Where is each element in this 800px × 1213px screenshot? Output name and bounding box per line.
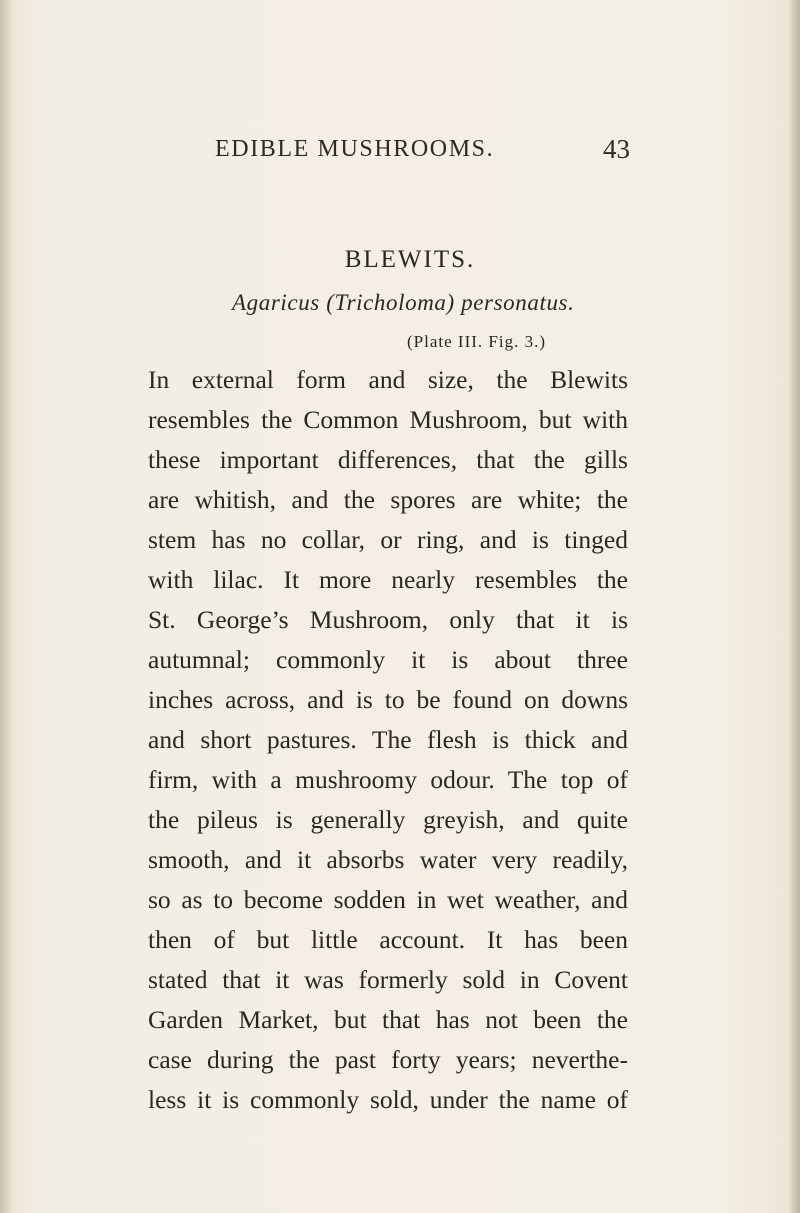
text-line: stem has no collar, or ring, and is tinged: [148, 525, 628, 554]
text-line: In external form and size, the Blewits: [148, 365, 628, 394]
body-paragraph: [148, 360, 628, 1120]
plate-reference: (Plate III. Fig. 3.): [407, 332, 546, 351]
text-line: then of but little account. It has been: [148, 925, 628, 954]
page-edge-shadow: [788, 0, 800, 1213]
text-line: inches across, and is to be found on downs: [148, 685, 628, 714]
text-line: St. George’s Mushroom, only that it is: [148, 605, 628, 634]
text-line: are whitish, and the spores are white; the: [148, 485, 628, 514]
text-line: resembles the Common Mushroom, but with: [148, 405, 628, 434]
text-line: less it is commonly sold, under the name of: [148, 1085, 628, 1114]
text-line: autumnal; commonly it is about three: [148, 645, 628, 674]
page-gutter-shadow: [0, 0, 14, 1213]
text-line: and short pastures. The flesh is thick and: [148, 725, 628, 754]
text-line: with lilac. It more nearly resembles the: [148, 565, 628, 594]
section-title: BLEWITS.: [344, 246, 476, 273]
text-line: firm, with a mushroomy odour. The top of: [148, 765, 628, 794]
text-line: so as to become sodden in wet weather, and: [148, 885, 628, 914]
running-head-title: EDIBLE MUSHROOMS.: [215, 136, 495, 162]
page-number: 43: [603, 134, 630, 164]
latin-name: Agaricus (Tricholoma) personatus.: [232, 290, 575, 315]
text-line: stated that it was formerly sold in Covent: [148, 965, 628, 994]
text-line: Garden Market, but that has not been the: [148, 1005, 628, 1034]
running-head: [215, 127, 630, 167]
text-line: these important differences, that the gills: [148, 445, 628, 474]
text-line: the pileus is generally greyish, and quite: [148, 805, 628, 834]
text-line: smooth, and it absorbs water very readily,: [148, 845, 628, 874]
text-line: case during the past forty years; neverthe-: [148, 1045, 628, 1074]
